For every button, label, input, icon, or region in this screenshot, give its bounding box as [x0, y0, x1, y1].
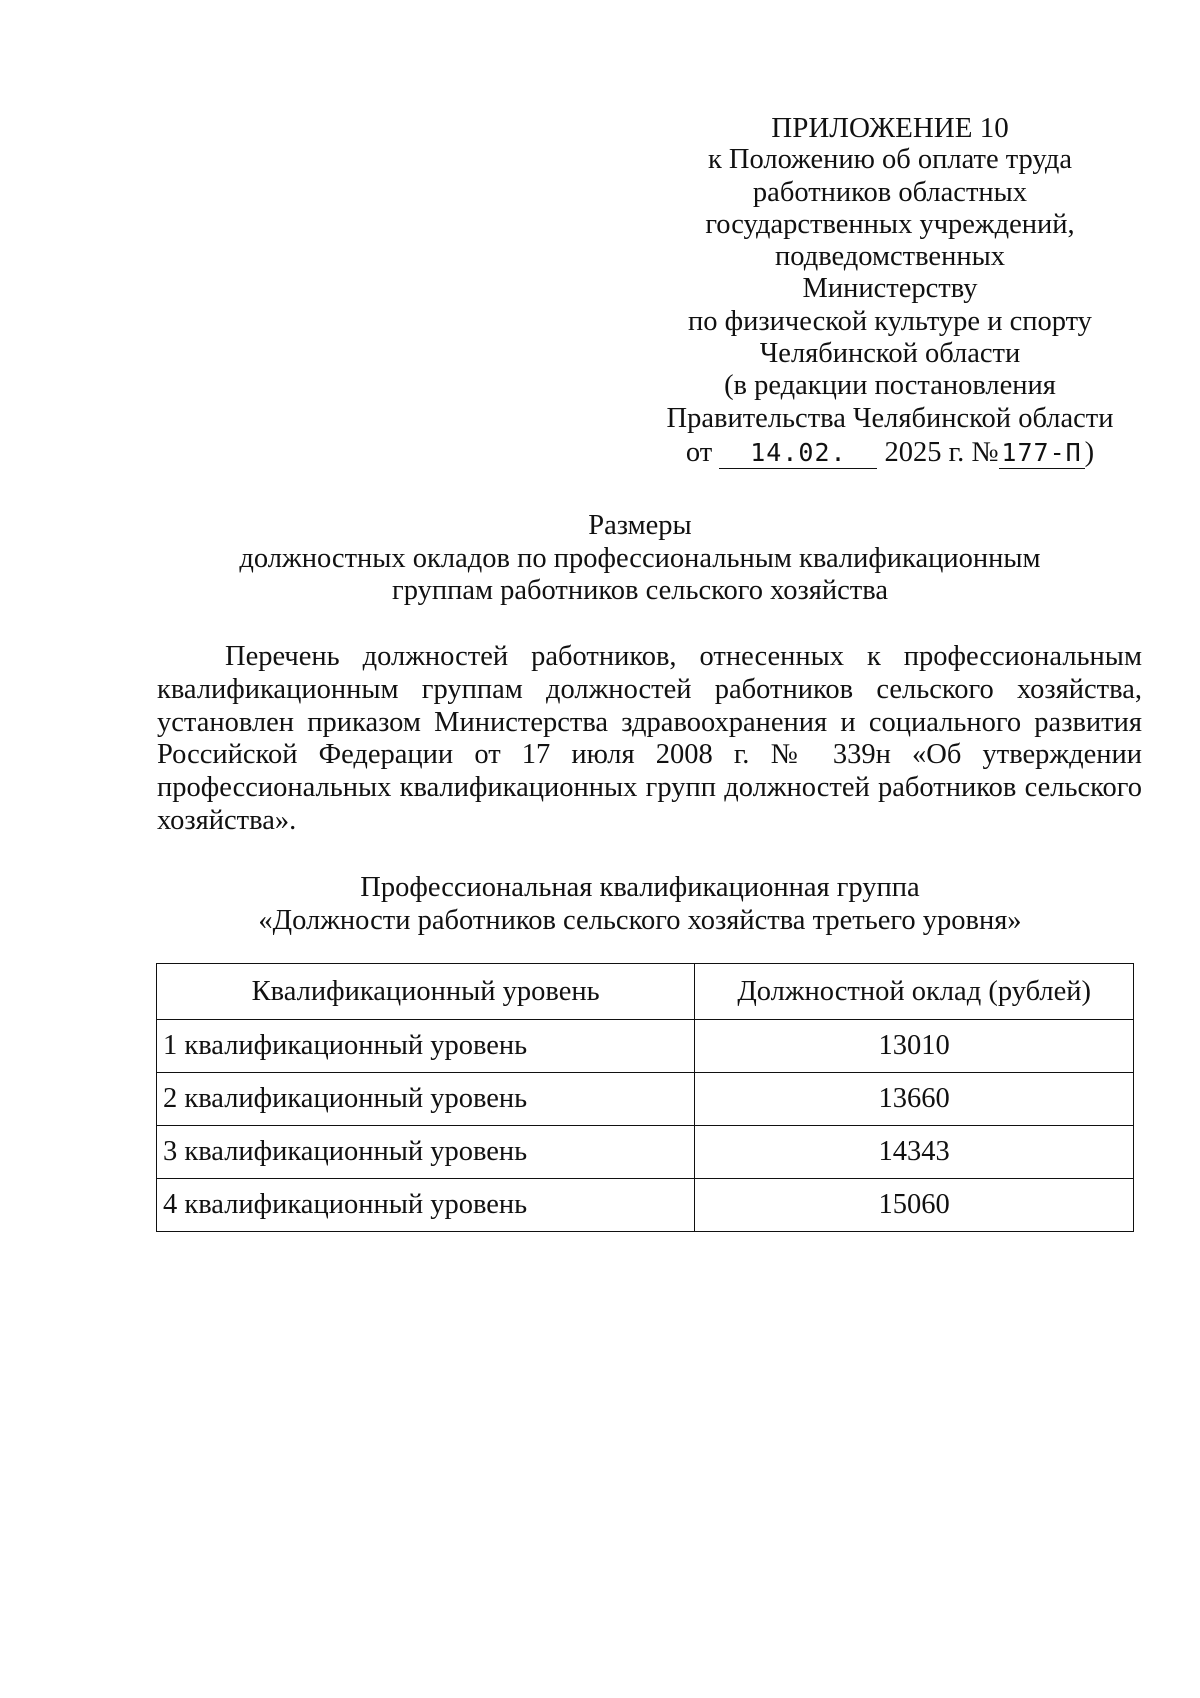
salary-table [156, 963, 1134, 1232]
date-suffix: ) [1084, 436, 1095, 468]
salary-cell: 14343 [695, 1126, 1134, 1179]
resolution-date-line [640, 437, 1140, 469]
appendix-title: ПРИЛОЖЕНИЕ 10 [771, 112, 1009, 144]
table-header-row [157, 964, 1134, 1020]
column-header-level: Квалификационный уровень [157, 964, 695, 1020]
appendix-line: по физической культуре и спорту [688, 305, 1092, 337]
appendix-line: Министерству [802, 273, 978, 305]
salary-cell: 13660 [695, 1073, 1134, 1126]
appendix-line: Челябинской области [759, 338, 1021, 370]
group-heading-line: Профессиональная квалификационная группа [360, 872, 920, 903]
salary-cell: 15060 [695, 1179, 1134, 1232]
level-cell: 1 квалификационный уровень [157, 1020, 695, 1073]
heading-line: должностных окладов по профессиональным квалификационным [239, 542, 1041, 574]
group-heading [140, 872, 1140, 937]
year-text: 2025 г. № [884, 436, 999, 468]
heading-line: группам работников сельского хозяйства [392, 575, 888, 606]
heading-line: Размеры [588, 510, 692, 541]
table-row [157, 1073, 1134, 1126]
appendix-line: (в редакции постановления [724, 370, 1056, 402]
resolution-number: 177-П [1001, 437, 1082, 467]
appendix-line: работников областных [752, 176, 1028, 208]
level-cell: 3 квалификационный уровень [157, 1126, 695, 1179]
appendix-line: подведомственных [775, 241, 1005, 273]
appendix-line: государственных учреждений, [705, 208, 1075, 240]
appendix-line: Правительства Челябинской области [666, 402, 1114, 434]
table-row [157, 1179, 1134, 1232]
table-row [157, 1126, 1134, 1179]
table-row [157, 1020, 1134, 1073]
column-header-salary: Должностной оклад (рублей) [695, 964, 1134, 1020]
salary-cell: 13010 [695, 1020, 1134, 1073]
date-prefix: от [685, 436, 713, 468]
group-heading-line: «Должности работников сельского хозяйства третьего уровня» [258, 904, 1022, 936]
date-blank [719, 438, 877, 469]
body-paragraph: Перечень должностей работников, отнесенных к профессиональным квалификационным группам должностей работников сельского хозяйства, установлен приказом Министерства здравоохранения и социального развития Российской Федерации от 17 июля 2008 г. № 339н «Об утверждении профессиональных квалификационных групп должностей работников сельского хозяйства». [157, 641, 1142, 836]
number-blank [999, 438, 1085, 469]
appendix-line: к Положению об оплате труда [707, 144, 1073, 176]
appendix-header [640, 112, 1140, 469]
resolution-date: 14.02. [750, 437, 847, 467]
document-heading [140, 510, 1140, 608]
level-cell: 4 квалификационный уровень [157, 1179, 695, 1232]
level-cell: 2 квалификационный уровень [157, 1073, 695, 1126]
